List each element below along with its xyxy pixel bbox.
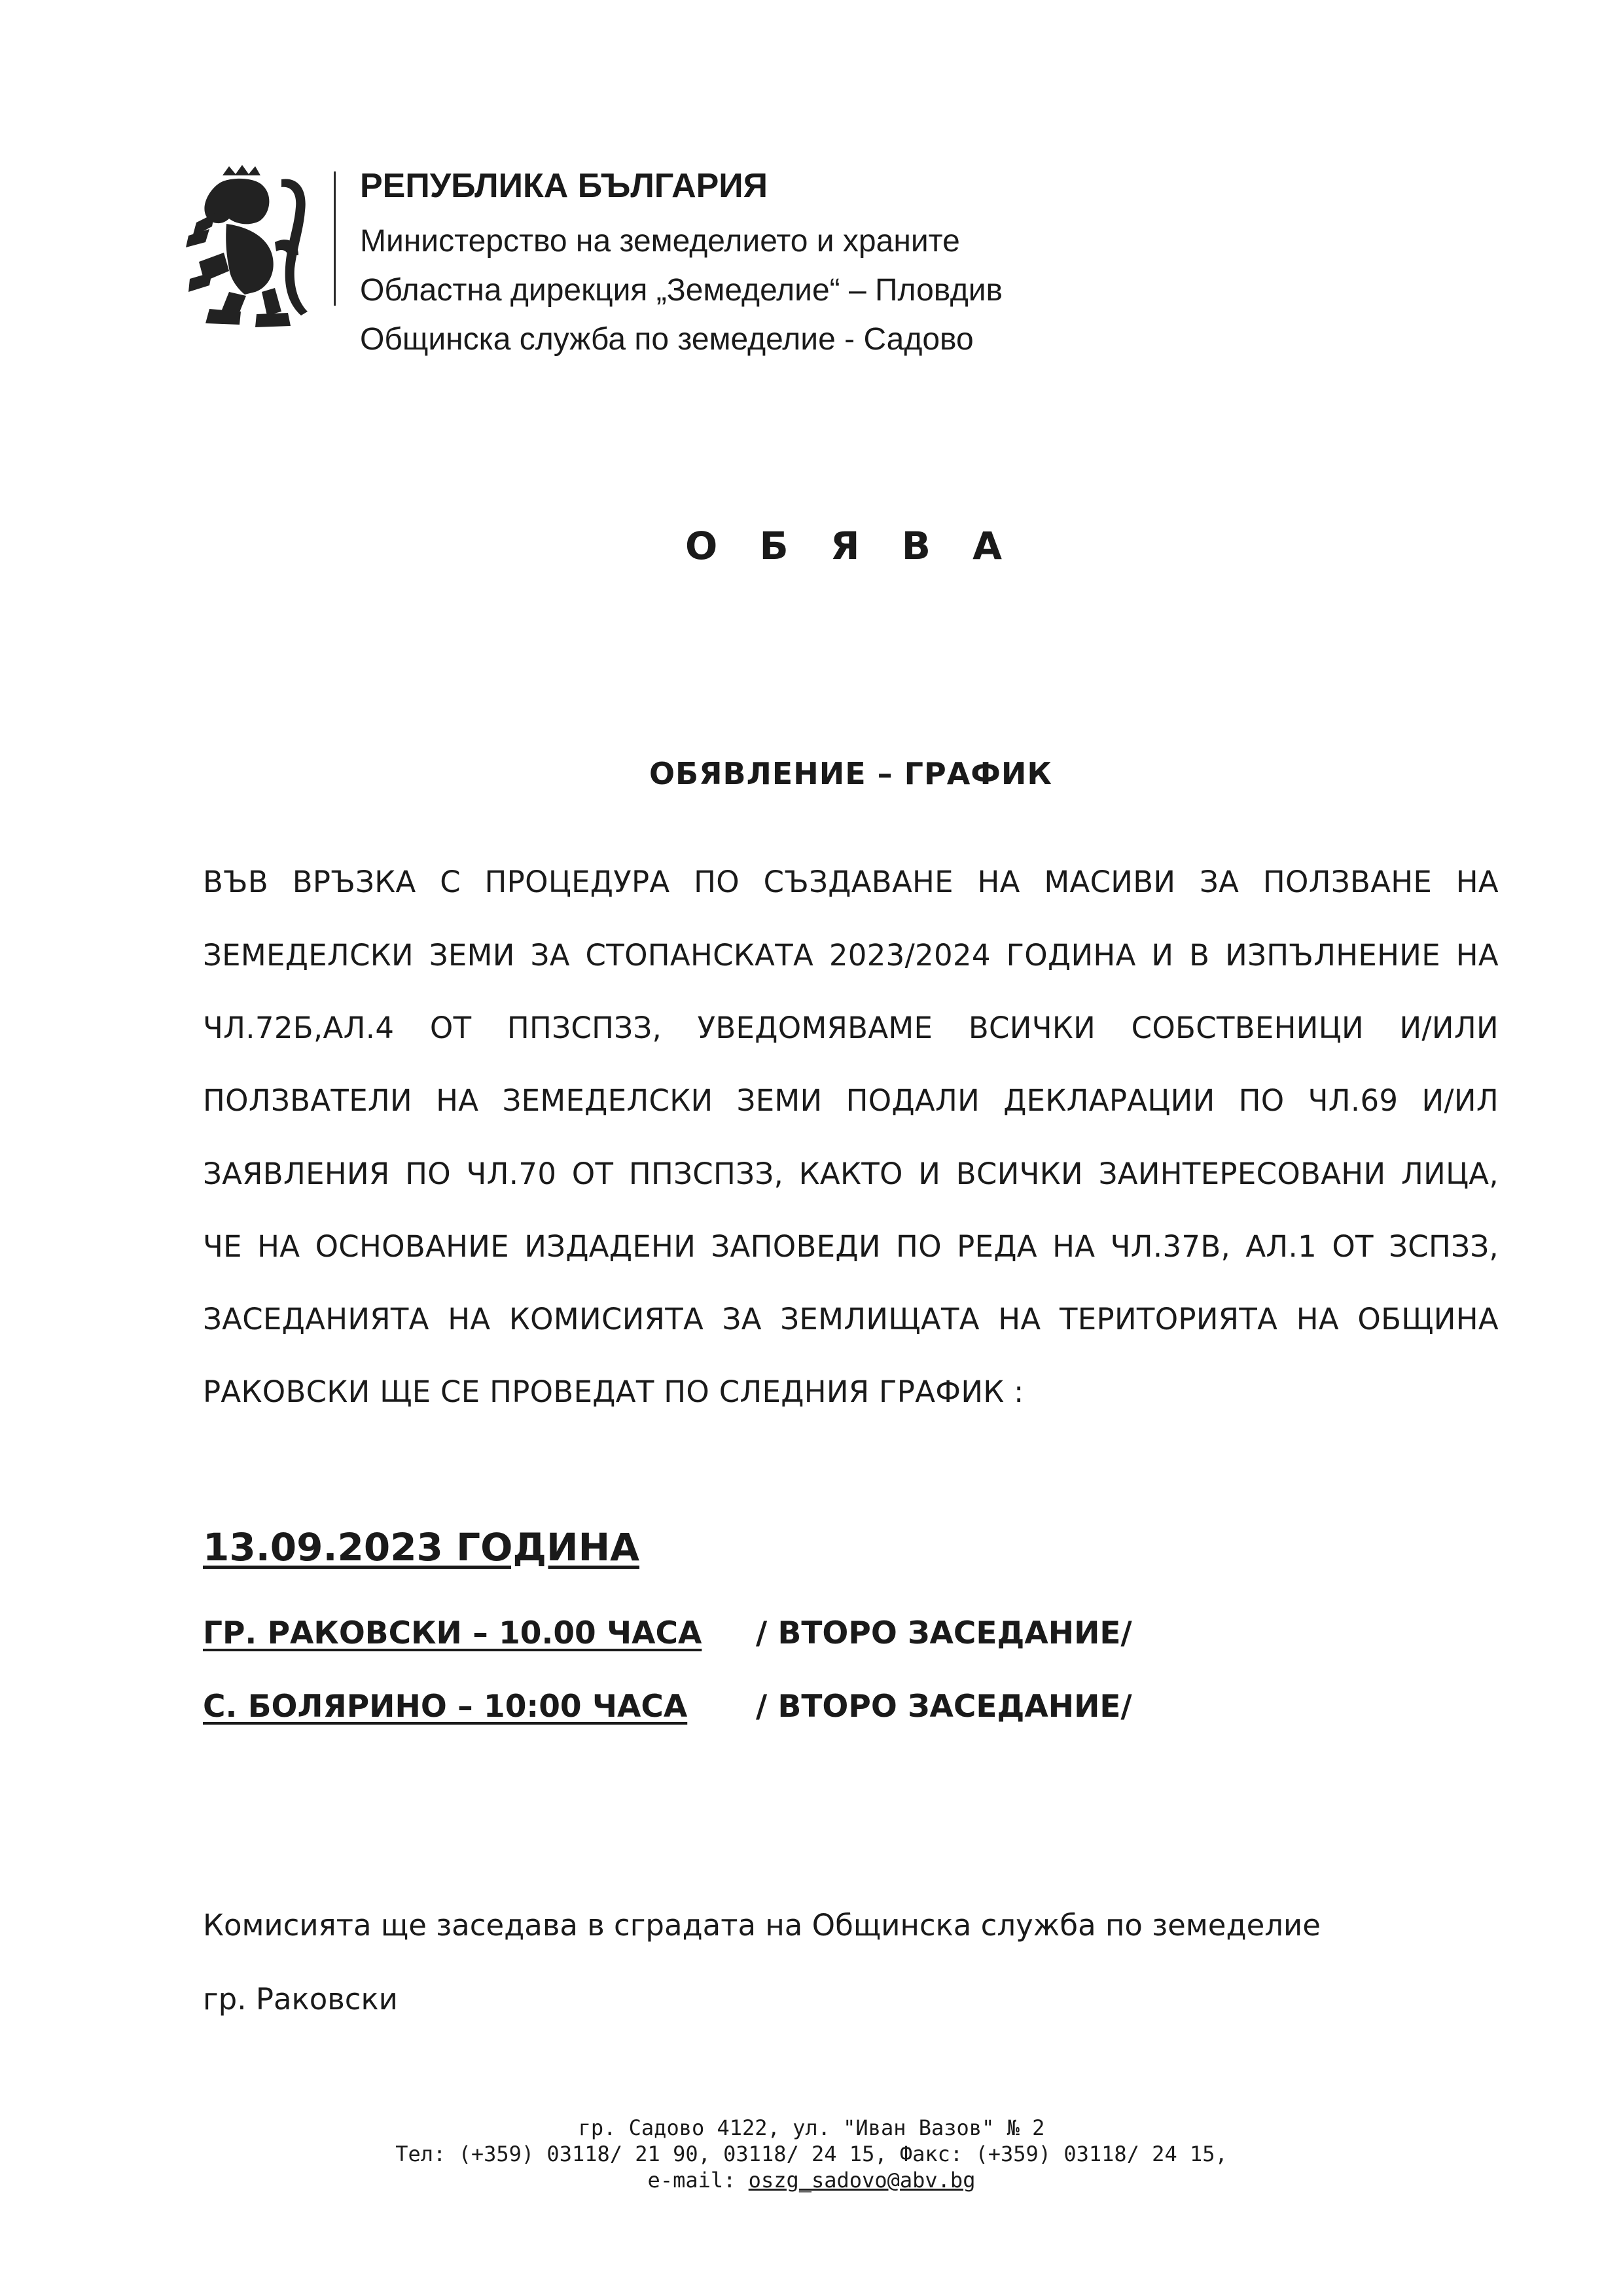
body-line: ЧЕ НА ОСНОВАНИЕ ИЗДАДЕНИ ЗАПОВЕДИ ПО РЕДА НА ЧЛ.37В, АЛ.1 ОТ ЗСПЗЗ,	[203, 1229, 1499, 1264]
session-date: 13.09.2023 ГОДИНА	[203, 1525, 639, 1570]
header-regional-directorate: Областна дирекция „Земеделие“ – Пловдив	[360, 273, 1003, 308]
session-location: С. БОЛЯРИНО – 10:00 ЧАСА	[203, 1689, 688, 1725]
header-country: РЕПУБЛИКА БЪЛГАРИЯ	[360, 167, 768, 205]
session-location: ГР. РАКОВСКИ – 10.00 ЧАСА	[203, 1615, 702, 1651]
body-line: ВЪВ ВРЪЗКА С ПРОЦЕДУРА ПО СЪЗДАВАНЕ НА МАСИВИ ЗА ПОЛЗВАНЕ НА	[203, 865, 1499, 899]
footer-email-label: e-mail:	[647, 2168, 749, 2193]
closing-location: гр. Раковски	[203, 1982, 398, 2017]
letterhead-divider	[334, 171, 336, 306]
body-line: ЧЛ.72Б,АЛ.4 ОТ ППЗСПЗЗ, УВЕДОМЯВАМЕ ВСИЧКИ СОБСТВЕНИЦИ И/ИЛИ	[203, 1011, 1499, 1045]
announcement-subtitle: ОБЯВЛЕНИЕ – ГРАФИК	[649, 756, 1053, 791]
bulgarian-lion-emblem-icon	[183, 164, 321, 334]
body-line: ЗАЯВЛЕНИЯ ПО ЧЛ.70 ОТ ППЗСПЗЗ, КАКТО И ВСИЧКИ ЗАИНТЕРЕСОВАНИ ЛИЦА,	[203, 1157, 1499, 1191]
session-note: / ВТОРО ЗАСЕДАНИЕ/	[756, 1615, 1132, 1651]
closing-text: Комисията ще заседава в сградата на Общинска служба по земеделие	[203, 1908, 1321, 1943]
footer-email-line	[0, 2168, 1623, 2193]
footer-phones: Тел: (+359) 03118/ 21 90, 03118/ 24 15, Факс: (+359) 03118/ 24 15,	[395, 2142, 1228, 2166]
header-ministry: Министерство на земеделието и храните	[360, 224, 960, 259]
body-line: РАКОВСКИ ЩЕ СЕ ПРОВЕДАТ ПО СЛЕДНИЯ ГРАФИК :	[203, 1374, 1024, 1409]
body-line: ЗЕМЕДЕЛСКИ ЗЕМИ ЗА СТОПАНСКАТА 2023/2024 ГОДИНА И В ИЗПЪЛНЕНИЕ НА	[203, 938, 1499, 973]
session-note: / ВТОРО ЗАСЕДАНИЕ/	[756, 1689, 1132, 1725]
footer-email-link[interactable]: oszg_sadovo@abv.bg	[748, 2168, 976, 2193]
footer-address: гр. Садово 4122, ул. "Иван Вазов" № 2	[578, 2115, 1045, 2140]
header-municipal-office: Общинска служба по земеделие - Садово	[360, 322, 974, 357]
notice-title: О Б Я В А	[685, 524, 1017, 568]
body-line: ЗАСЕДАНИЯТА НА КОМИСИЯТА ЗА ЗЕМЛИЩАТА НА ТЕРИТОРИЯТА НА ОБЩИНА	[203, 1302, 1499, 1336]
body-line: ПОЛЗВАТЕЛИ НА ЗЕМЕДЕЛСКИ ЗЕМИ ПОДАЛИ ДЕКЛАРАЦИИ ПО ЧЛ.69 И/ИЛ	[203, 1083, 1499, 1118]
